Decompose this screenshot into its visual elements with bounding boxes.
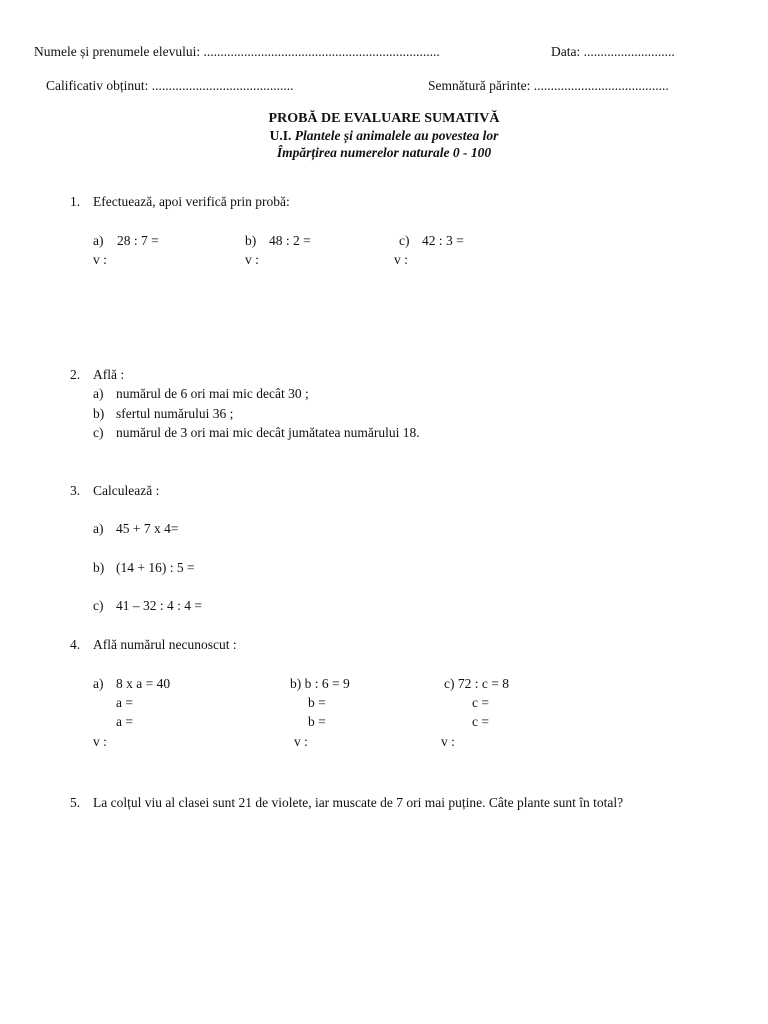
ex2-item-a-letter: a) — [93, 386, 104, 401]
ex5-problem: La colțul viu al clasei sunt 21 de violete, iar muscate de 7 ori mai puține. Câte plante sunt în total? — [93, 795, 624, 810]
ex1-item-a-expr: 28 : 7 = — [117, 233, 159, 248]
date-dots: ........................... — [583, 44, 675, 59]
ex4-item-b-line1: b = — [308, 695, 326, 710]
ex1-item-a-check: v : — [93, 252, 107, 267]
unit-line — [0, 128, 768, 144]
ex3-item-c-expr: 41 – 32 : 4 : 4 = — [116, 598, 202, 613]
ex3-item-b-letter: b) — [93, 560, 105, 575]
ex4-item-b-expr: b) b : 6 = 9 — [290, 676, 350, 691]
ex4-item-c-line1: c = — [472, 695, 489, 710]
ex4-instruction: Află numărul necunoscut : — [93, 637, 237, 652]
ex1-item-b-expr: 48 : 2 = — [269, 233, 311, 248]
ex4-item-a-line2: a = — [116, 714, 133, 729]
ex4-item-a-letter: a) — [93, 676, 104, 691]
ex4-item-c-line2: c = — [472, 714, 489, 729]
unit-prefix: U.I. — [269, 128, 292, 143]
ex4-item-c-check: v : — [441, 734, 455, 749]
student-name-label: Numele și prenumele elevului: — [34, 44, 201, 59]
ex3-instruction: Calculează : — [93, 483, 160, 498]
ex4-item-b-check: v : — [294, 734, 308, 749]
parent-signature-label: Semnătură părinte: — [428, 78, 531, 93]
ex2-item-b-letter: b) — [93, 406, 105, 421]
ex1-item-c-expr: 42 : 3 = — [422, 233, 464, 248]
ex2-instruction: Află : — [93, 367, 125, 382]
page-title: PROBĂ DE EVALUARE SUMATIVĂ — [268, 111, 500, 126]
unit-name: Plantele și animalele au povestea lor — [294, 128, 499, 143]
ex1-item-b-check: v : — [245, 252, 259, 267]
ex4-item-c-expr: c) 72 : c = 8 — [444, 676, 509, 691]
ex1-instruction: Efectuează, apoi verifică prin probă: — [93, 194, 290, 209]
ex2-item-c-text: numărul de 3 ori mai mic decât jumătatea numărului 18. — [116, 425, 420, 440]
ex4-number: 4. — [70, 637, 81, 652]
ex2-item-a-text: numărul de 6 ori mai mic decât 30 ; — [116, 386, 309, 401]
student-name-line — [34, 44, 440, 60]
grade-dots: .......................................... — [151, 78, 294, 93]
student-name-dots: ...................................................................... — [203, 44, 440, 59]
ex1-item-c-check: v : — [394, 252, 408, 267]
topic-line: Împărțirea numerelor naturale 0 - 100 — [276, 145, 492, 160]
parent-signature-dots: ........................................ — [533, 78, 669, 93]
ex2-number: 2. — [70, 367, 81, 382]
ex1-item-c-letter: c) — [399, 233, 410, 248]
ex1-item-b-letter: b) — [245, 233, 257, 248]
ex2-item-c-letter: c) — [93, 425, 104, 440]
date-label: Data: — [551, 44, 581, 59]
ex3-number: 3. — [70, 483, 81, 498]
ex4-item-b-line2: b = — [308, 714, 326, 729]
ex3-item-c-letter: c) — [93, 598, 104, 613]
ex1-number: 1. — [70, 194, 81, 209]
ex1-item-a-letter: a) — [93, 233, 104, 248]
parent-signature-line — [428, 78, 669, 94]
date-line — [551, 44, 675, 60]
grade-line — [46, 78, 293, 94]
ex3-item-a-letter: a) — [93, 521, 104, 536]
ex2-item-b-text: sfertul numărului 36 ; — [116, 406, 234, 421]
ex4-item-a-line1: a = — [116, 695, 133, 710]
ex5-number: 5. — [70, 795, 81, 810]
ex3-item-b-expr: (14 + 16) : 5 = — [116, 560, 195, 575]
ex3-item-a-expr: 45 + 7 x 4= — [116, 521, 179, 536]
ex4-item-a-expr: 8 x a = 40 — [116, 676, 171, 691]
grade-label: Calificativ obținut: — [46, 78, 149, 93]
ex4-item-a-check: v : — [93, 734, 107, 749]
